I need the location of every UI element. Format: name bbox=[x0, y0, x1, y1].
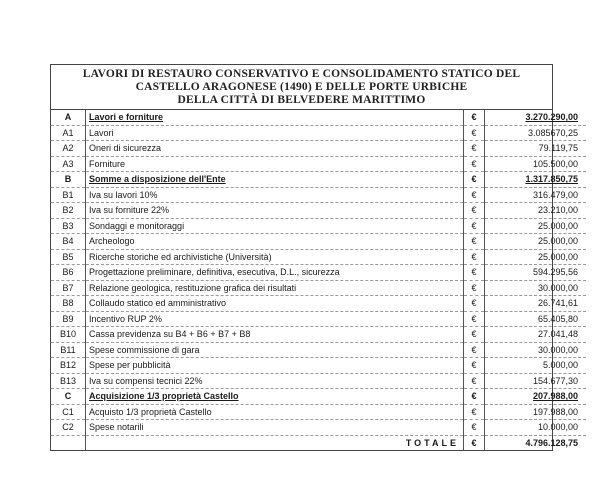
row-description: Iva su lavori 10% bbox=[86, 187, 464, 203]
table-row bbox=[51, 141, 586, 157]
table-row bbox=[51, 373, 586, 389]
row-description: Iva su forniture 22% bbox=[86, 203, 464, 219]
table-row bbox=[51, 187, 586, 203]
row-code: B bbox=[51, 172, 86, 188]
row-code: A2 bbox=[51, 141, 86, 157]
row-code: B9 bbox=[51, 311, 86, 327]
table-row bbox=[51, 358, 586, 374]
currency-symbol: € bbox=[464, 234, 485, 250]
table-row bbox=[51, 203, 586, 219]
currency-symbol: € bbox=[464, 358, 485, 374]
row-description: Progettazione preliminare, definitiva, esecutiva, D.L., sicurezza bbox=[86, 265, 464, 281]
currency-symbol: € bbox=[464, 404, 485, 420]
currency-symbol: € bbox=[464, 280, 485, 296]
currency-symbol: € bbox=[464, 435, 485, 450]
row-code: B11 bbox=[51, 342, 86, 358]
row-description: Acquisto 1/3 proprietà Castello bbox=[86, 404, 464, 420]
total-row bbox=[51, 435, 586, 450]
row-description: Sondaggi e monitoraggi bbox=[86, 218, 464, 234]
row-description: Acquisizione 1/3 proprietà Castello bbox=[86, 389, 464, 405]
row-amount: 154.677,30 bbox=[485, 373, 587, 389]
table-row bbox=[51, 404, 586, 420]
table-row bbox=[51, 249, 586, 265]
row-code: B1 bbox=[51, 187, 86, 203]
table-row bbox=[51, 125, 586, 141]
row-amount: 316.479,00 bbox=[485, 187, 587, 203]
row-description: Somme a disposizione dell'Ente bbox=[86, 172, 464, 188]
row-description: Ricerche storiche ed archivistiche (Università) bbox=[86, 249, 464, 265]
row-code: C1 bbox=[51, 404, 86, 420]
row-amount: 26.741,61 bbox=[485, 296, 587, 312]
table-row bbox=[51, 265, 586, 281]
table-row bbox=[51, 342, 586, 358]
table-row bbox=[51, 389, 586, 405]
currency-symbol: € bbox=[464, 373, 485, 389]
currency-symbol: € bbox=[464, 156, 485, 172]
total-label: TOTALE bbox=[86, 435, 464, 450]
row-amount: 23.210,00 bbox=[485, 203, 587, 219]
currency-symbol: € bbox=[464, 110, 485, 125]
row-description: Archeologo bbox=[86, 234, 464, 250]
currency-symbol: € bbox=[464, 125, 485, 141]
row-code: B13 bbox=[51, 373, 86, 389]
document-title bbox=[51, 65, 552, 110]
table-row bbox=[51, 156, 586, 172]
row-code: B2 bbox=[51, 203, 86, 219]
row-description: Forniture bbox=[86, 156, 464, 172]
row-code: B6 bbox=[51, 265, 86, 281]
row-description: Lavori e forniture bbox=[86, 110, 464, 125]
row-description: Collaudo statico ed amministrativo bbox=[86, 296, 464, 312]
row-amount: 10.000,00 bbox=[485, 420, 587, 436]
row-amount: 207.988,00 bbox=[485, 389, 587, 405]
row-description: Relazione geologica, restituzione grafica dei risultati bbox=[86, 280, 464, 296]
currency-symbol: € bbox=[464, 389, 485, 405]
currency-symbol: € bbox=[464, 141, 485, 157]
currency-symbol: € bbox=[464, 203, 485, 219]
row-code: A3 bbox=[51, 156, 86, 172]
total-amount: 4.796.128,75 bbox=[525, 437, 578, 448]
row-code: B7 bbox=[51, 280, 86, 296]
table-row bbox=[51, 110, 586, 125]
row-amount: 30.000,00 bbox=[485, 280, 587, 296]
table-row bbox=[51, 327, 586, 343]
row-description: Incentivo RUP 2% bbox=[86, 311, 464, 327]
row-code: B8 bbox=[51, 296, 86, 312]
title-line: CASTELLO ARAGONESE (1490) E DELLE PORTE URBICHE bbox=[135, 81, 468, 93]
table-row bbox=[51, 420, 586, 436]
currency-symbol: € bbox=[464, 187, 485, 203]
table-row bbox=[51, 218, 586, 234]
row-amount: 3.085670,25 bbox=[485, 125, 587, 141]
row-amount: 105.500,00 bbox=[485, 156, 587, 172]
row-code: C bbox=[51, 389, 86, 405]
currency-symbol: € bbox=[464, 265, 485, 281]
row-amount: 3.270.290,00 bbox=[485, 110, 587, 125]
row-amount: 197.988,00 bbox=[485, 404, 587, 420]
row-description: Spese notarili bbox=[86, 420, 464, 436]
row-description: Spese per pubblicità bbox=[86, 358, 464, 374]
row-description: Lavori bbox=[86, 125, 464, 141]
row-code: B12 bbox=[51, 358, 86, 374]
row-code: B10 bbox=[51, 327, 86, 343]
row-code: B4 bbox=[51, 234, 86, 250]
currency-symbol: € bbox=[464, 218, 485, 234]
row-code: B5 bbox=[51, 249, 86, 265]
row-amount: 25.000,00 bbox=[485, 234, 587, 250]
cost-estimate-document bbox=[50, 64, 578, 451]
row-description: Oneri di sicurezza bbox=[86, 141, 464, 157]
row-amount: 25.000,00 bbox=[485, 218, 587, 234]
table-row bbox=[51, 234, 586, 250]
row-amount: 30.000,00 bbox=[485, 342, 587, 358]
row-amount: 1.317.850,75 bbox=[485, 172, 587, 188]
currency-symbol: € bbox=[464, 172, 485, 188]
row-amount: 25.000,00 bbox=[485, 249, 587, 265]
currency-symbol: € bbox=[464, 296, 485, 312]
currency-symbol: € bbox=[464, 420, 485, 436]
row-description: Spese commissione di gara bbox=[86, 342, 464, 358]
currency-symbol: € bbox=[464, 311, 485, 327]
table-row bbox=[51, 311, 586, 327]
title-line: LAVORI DI RESTAURO CONSERVATIVO E CONSOLIDAMENTO STATICO DEL bbox=[82, 68, 521, 80]
row-code: B3 bbox=[51, 218, 86, 234]
row-amount: 594.295,56 bbox=[485, 265, 587, 281]
row-amount: 5.000,00 bbox=[485, 358, 587, 374]
table-row bbox=[51, 296, 586, 312]
currency-symbol: € bbox=[464, 249, 485, 265]
title-line: DELLA CITTÀ DI BELVEDERE MARITTIMO bbox=[177, 94, 426, 106]
row-amount: 27.041,48 bbox=[485, 327, 587, 343]
table-row bbox=[51, 172, 586, 188]
row-code: A bbox=[51, 110, 86, 125]
currency-symbol: € bbox=[464, 342, 485, 358]
row-code: C2 bbox=[51, 420, 86, 436]
cost-table bbox=[51, 110, 586, 450]
row-code: A1 bbox=[51, 125, 86, 141]
row-amount: 65.405,80 bbox=[485, 311, 587, 327]
row-amount: 79.119,75 bbox=[485, 141, 587, 157]
currency-symbol: € bbox=[464, 327, 485, 343]
row-description: Cassa previdenza su B4 + B6 + B7 + B8 bbox=[86, 327, 464, 343]
table-row bbox=[51, 280, 586, 296]
total-code-cell bbox=[51, 435, 86, 450]
row-description: Iva su compensi tecnici 22% bbox=[86, 373, 464, 389]
